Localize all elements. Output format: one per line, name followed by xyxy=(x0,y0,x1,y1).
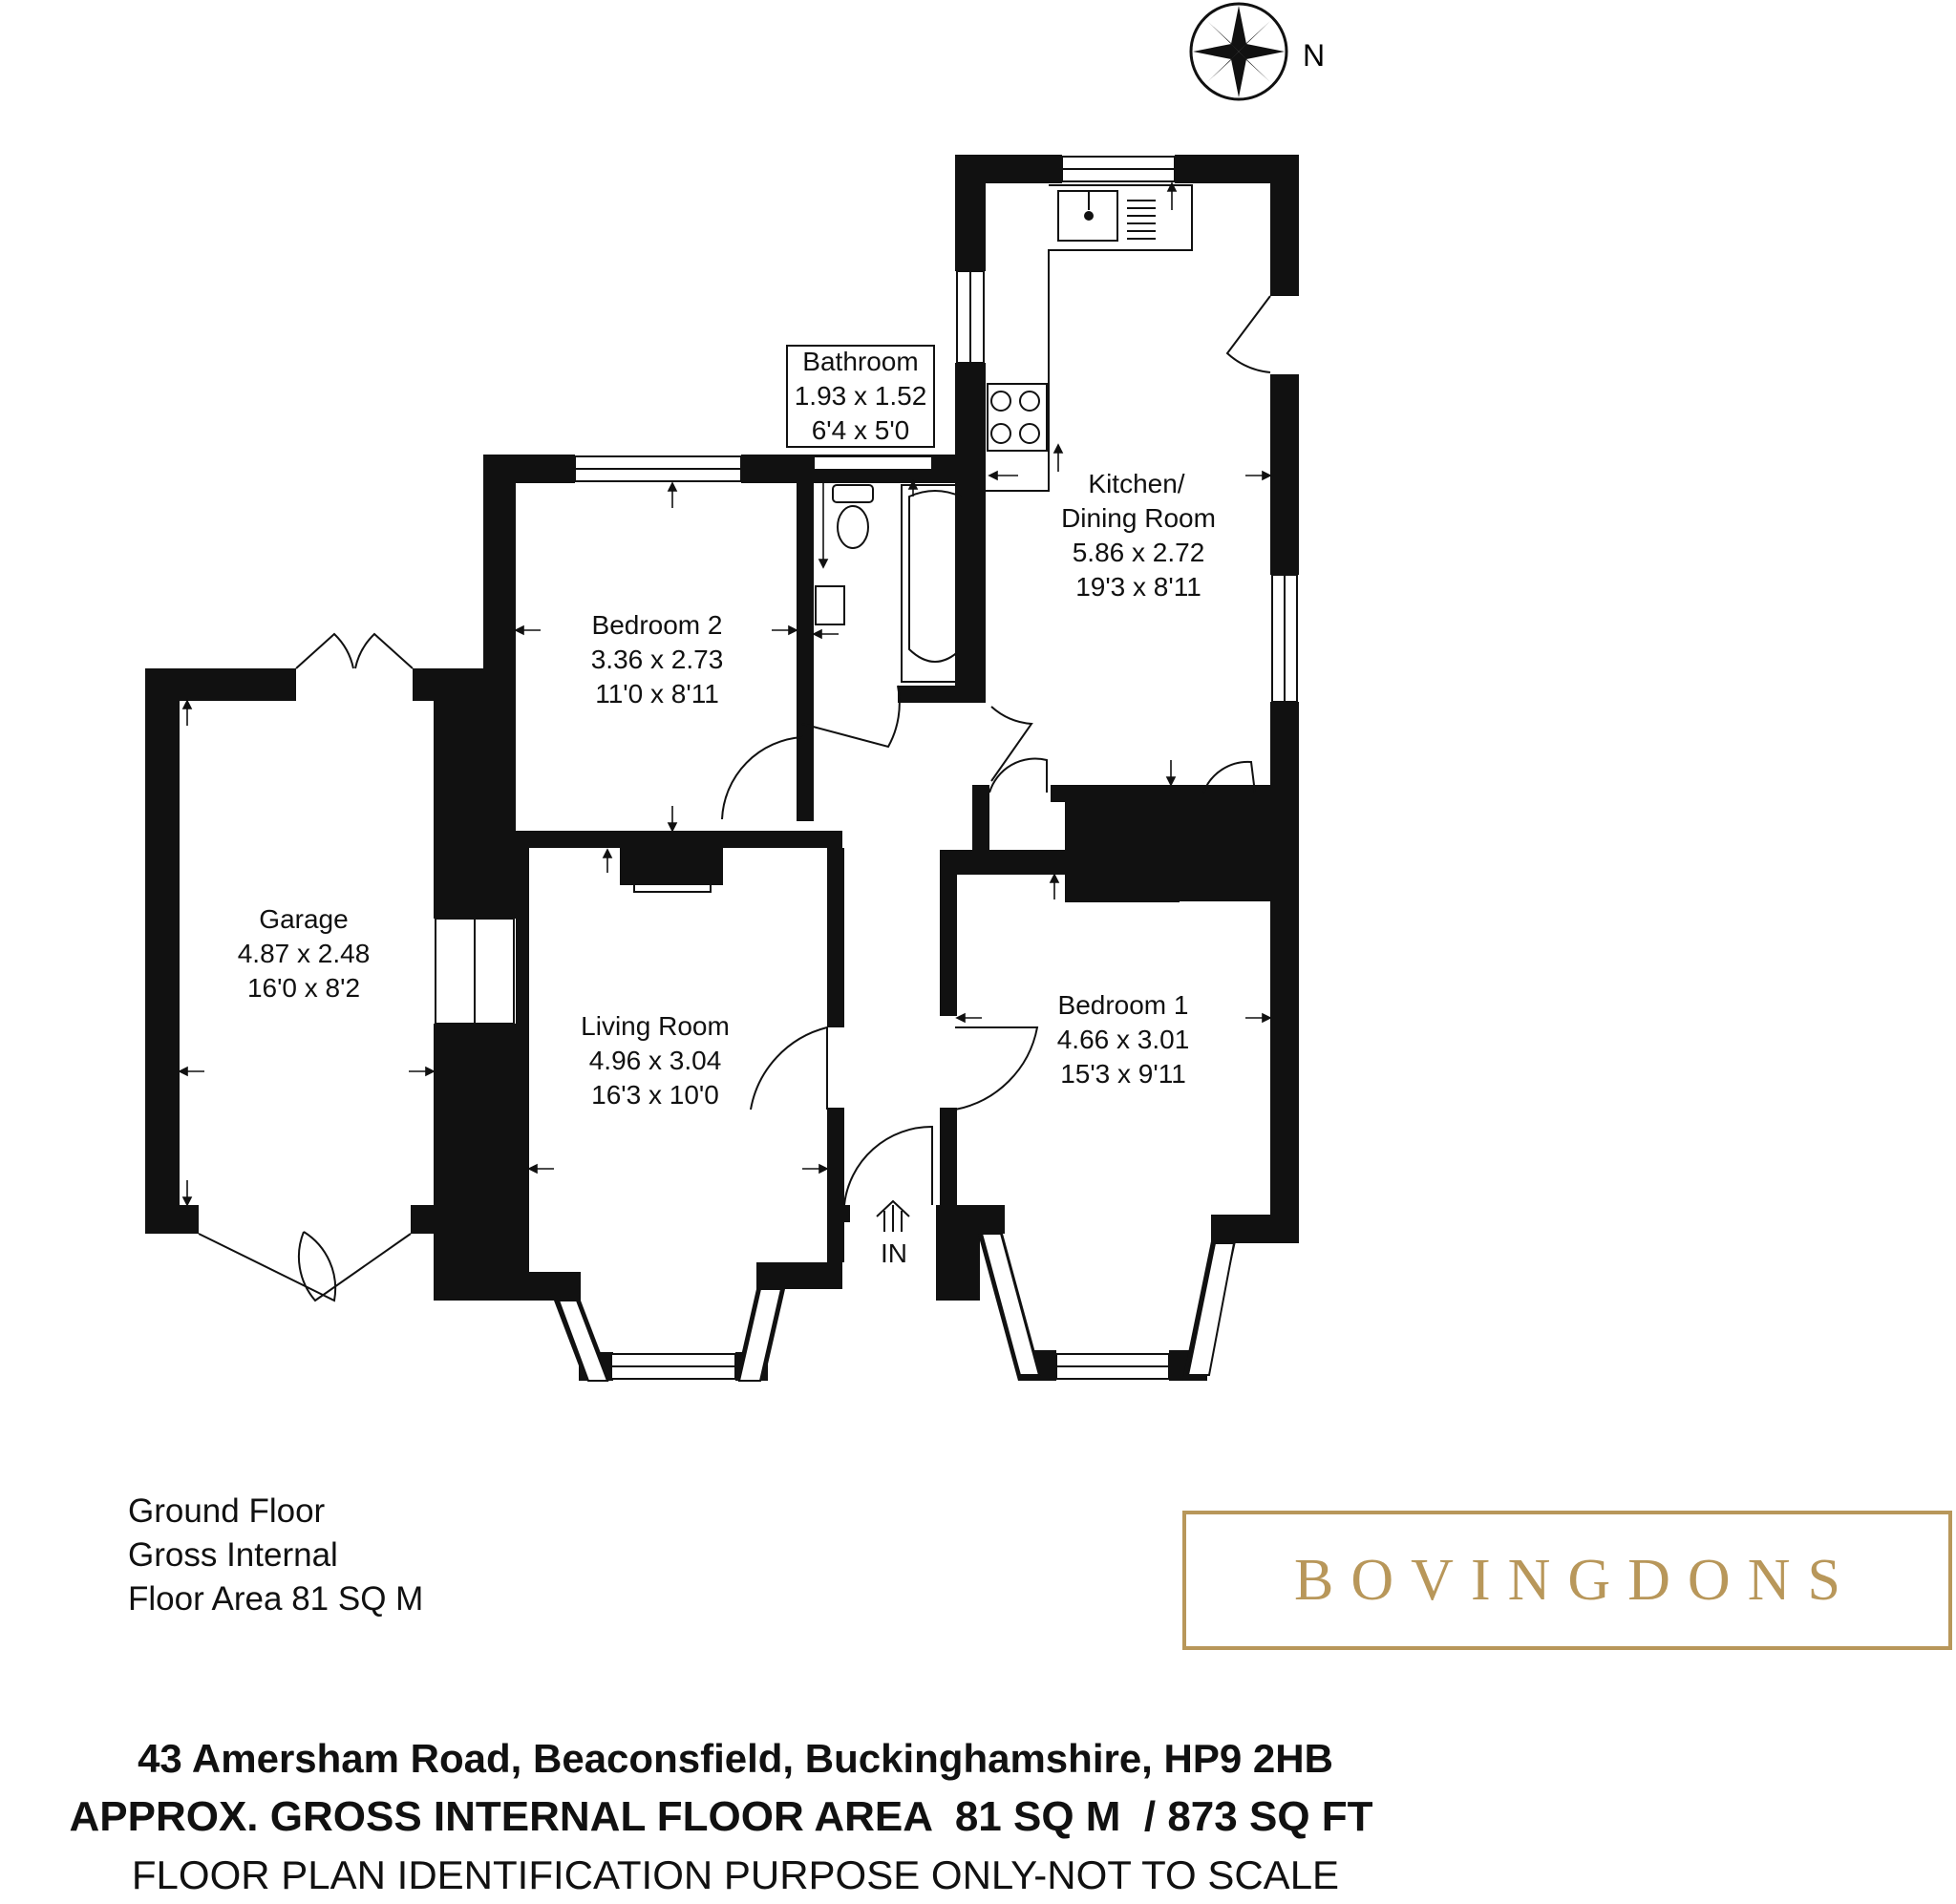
property-address: 43 Amersham Road, Beaconsfield, Buckinghamshire, HP9 2HB xyxy=(138,1736,1333,1781)
bedroom1-name: Bedroom 1 xyxy=(1057,990,1189,1020)
toilet-icon xyxy=(833,485,873,548)
floor-info-line3: Floor Area 81 SQ M xyxy=(128,1580,424,1618)
entrance-label: IN xyxy=(881,1238,907,1268)
garage-metric: 4.87 x 2.48 xyxy=(237,939,371,968)
bedroom2-imperial: 11'0 x 8'11 xyxy=(595,679,719,709)
living-name: Living Room xyxy=(581,1011,730,1041)
kitchen-name-line1: Kitchen/ xyxy=(1088,469,1185,498)
bathroom-metric: 1.93 x 1.52 xyxy=(794,381,927,411)
kitchen-metric: 5.86 x 2.72 xyxy=(1072,538,1205,567)
garage-imperial: 16'0 x 8'2 xyxy=(246,973,361,1003)
garage-name: Garage xyxy=(259,904,349,934)
compass-north-label: N xyxy=(1303,38,1326,73)
entrance-arrow-icon xyxy=(877,1201,909,1232)
floor-info xyxy=(128,1490,423,1621)
kitchen-name-line2: Dining Room xyxy=(1061,503,1216,533)
brand-logo-box xyxy=(1182,1511,1952,1650)
drainer-icon xyxy=(1127,201,1156,239)
scale-disclaimer: FLOOR PLAN IDENTIFICATION PURPOSE ONLY-NOT TO SCALE xyxy=(131,1852,1340,1897)
living-imperial: 16'3 x 10'0 xyxy=(591,1080,719,1110)
kitchen-imperial: 19'3 x 8'11 xyxy=(1075,572,1201,602)
bathroom-name: Bathroom xyxy=(802,347,919,376)
windows xyxy=(436,157,1297,1381)
floor-info-line2: Gross Internal xyxy=(128,1536,338,1574)
floor-info-line1: Ground Floor xyxy=(128,1492,326,1530)
bathroom-imperial: 6'4 x 5'0 xyxy=(811,415,910,445)
hob-icon xyxy=(988,384,1047,451)
brand-logo: BOVINGDONS xyxy=(1294,1547,1858,1613)
walls xyxy=(145,155,1299,1381)
compass-rose-icon xyxy=(1191,4,1286,99)
floor-area-summary: APPROX. GROSS INTERNAL FLOOR AREA 81 SQ M / 873 SQ FT xyxy=(69,1793,1373,1840)
bedroom2-metric: 3.36 x 2.73 xyxy=(590,645,724,674)
living-metric: 4.96 x 3.04 xyxy=(588,1046,722,1075)
basin-icon xyxy=(816,586,844,624)
bedroom1-metric: 4.66 x 3.01 xyxy=(1056,1025,1190,1054)
bedroom2-name: Bedroom 2 xyxy=(591,610,723,640)
bedroom1-imperial: 15'3 x 9'11 xyxy=(1060,1059,1186,1089)
